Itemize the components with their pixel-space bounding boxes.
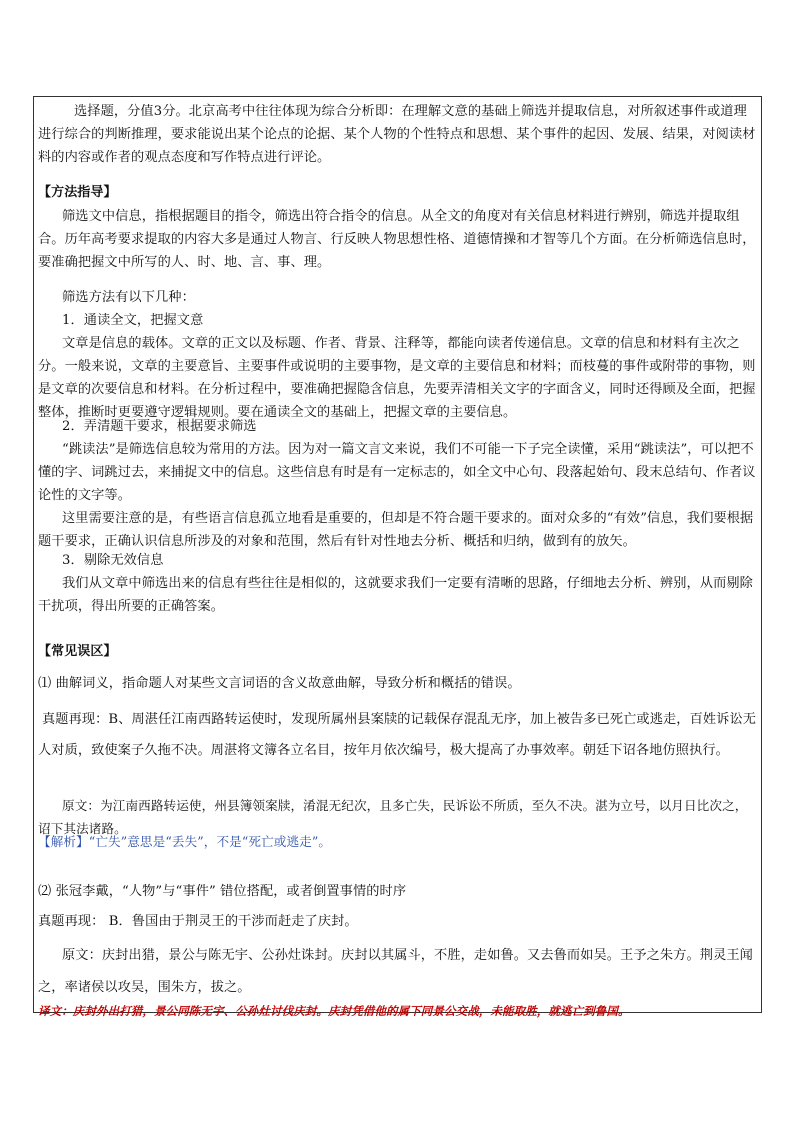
method-step-3-title: 3．剔除无效信息 [62,553,164,568]
error-2-original: 原文：庆封出猎，景公与陈无宇、公孙灶诛封。庆封以其属斗，不胜，走如鲁。又去鲁而如吴。王予之朱方。荆灵王闻之，率诸侯以攻吴，围朱方，拔之。 [38,948,753,995]
method-paragraph-2: 筛选方法有以下几种： [62,290,195,305]
method-step-2-body-1: “跳读法”是筛选信息较为常用的方法。因为对一篇文言文来说，我们不可能一下子完全读懂，采用“跳读法”，可以把不懂的字、词跳过去，来捕捉文中的信息。这些信息有时是有一定标志的，如全文中心句、段落起始句、段末总结句、作者议论性的文字等。 [38,442,756,503]
error-1-example: 真题再现：B、周湛任江南西路转运使时，发现所属州县案牍的记载保存混乱无序，加上被告多已死亡或逃走，百姓诉讼无人对质，致使案子久拖不决。周湛将文簿各立名目，按年月依次编号，极大提高了办事效率。朝廷下诏各地仿照执行。 [38,712,757,758]
method-step-1-title: 1．通读全文，把握文意 [62,313,204,328]
method-step-2-title: 2．弄清题干要求，根据要求筛选 [62,419,257,434]
error-1-analysis: 【解析】“亡失”意思是“丢失”，不是“死亡或逃走”。 [38,834,332,849]
error-2-example: 真题再现： B．鲁国由于荆灵王的干涉而赶走了庆封。 [38,914,358,929]
method-heading: 【方法指导】 [38,185,117,200]
error-2-translation: 译文：庆封外出打猎，景公同陈无宇、公孙灶讨伐庆封。庆封凭借他的属下同景公交战，未能取胜，就逃亡到鲁国。 [38,1004,630,1018]
error-2-title: ⑵ 张冠李戴，“人物”与“事件” 错位搭配，或者倒置事情的时序 [38,884,407,899]
error-1-original: 原文：为江南西路转运使，州县簿领案牍，淆混无纪次，且多亡失，民诉讼不所质，至久不决。湛为立号，以月日比次之，诏下其法诸路。 [38,798,748,836]
method-step-3-body: 我们从文章中筛选出来的信息有些往往是相似的，这就要求我们一定要有清晰的思路，仔细地去分析、辨别，从而剔除干扰项，得出所要的正确答案。 [38,576,753,614]
error-1-title: ⑴ 曲解词义，指命题人对某些文言词语的含义故意曲解，导致分析和概括的错误。 [38,676,521,691]
intro-paragraph: 选择题，分值3分。北京高考中往往体现为综合分析即：在理解文意的基础上筛选并提取信息，对所叙述事件或道理进行综合的判断推理，要求能说出某个论点的论据、某个人物的个性特点和思想、某个事件的起因、发展、结果，对阅读材料的内容或作者的观点态度和写作特点进行评论。 [38,104,756,165]
errors-heading: 【常见误区】 [38,644,117,659]
method-step-1-body: 文章是信息的载体。文章的正文以及标题、作者、背景、注释等，都能向读者传递信息。文章的信息和材料有主次之分。一般来说，文章的主要意旨、主要事件或说明的主要事物，是文章的主要信息和材料；而枝蔓的事件或附带的事物，则是文章的次要信息和材料。在分析过程中，要准确把握隐含信息，先要弄清相关文字的字面含义，同时还得顾及全面，把握整体，推断时更要遵守逻辑规则。要在通读全文的基础上，把握文章的主要信息。 [38,336,756,420]
method-paragraph-1: 筛选文中信息，指根据题目的指令，筛选出符合指令的信息。从全文的角度对有关信息材料进行辨别，筛选并提取组合。历年高考要求提取的内容大多是通过人物言、行反映人物思想性格、道德情操和才智等几个方面。在分析筛选信息时，要准确把握文中所写的人、时、地、言、事、理。 [38,209,756,270]
method-step-2-body-2: 这里需要注意的是，有些语言信息孤立地看是重要的，但却是不符合题干要求的。面对众多的“有效”信息，我们要根据题干要求，正确认识信息所涉及的对象和范围，然后有针对性地去分析、概括和归纳，做到有的放矢。 [38,511,754,549]
